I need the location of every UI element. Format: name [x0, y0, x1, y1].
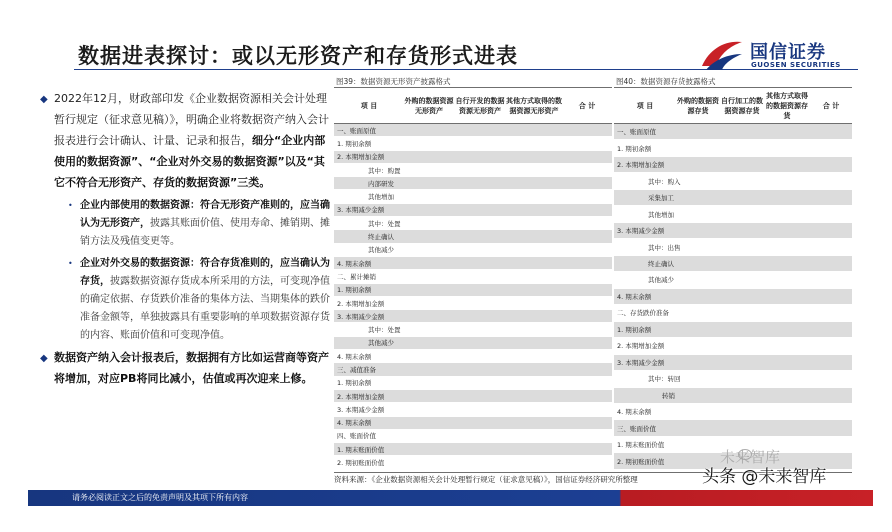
header-col-3: 其他方式取得的数据资源存货	[766, 91, 808, 120]
table-row	[334, 284, 612, 297]
header-col-2: 自行开发的数据资源无形资产	[455, 96, 505, 115]
row-label: 其他减少	[648, 276, 674, 285]
table-row	[334, 230, 612, 243]
table-row	[334, 323, 612, 336]
table-row	[614, 355, 852, 371]
row-label: 2. 本期增加金额	[337, 153, 385, 162]
table-row	[334, 310, 612, 323]
table-row	[334, 244, 612, 257]
row-label: 4. 期末余额	[337, 352, 372, 361]
row-label: 其中：处置	[368, 219, 401, 228]
logo-mark-icon	[700, 36, 744, 72]
row-label: 1. 期初余额	[337, 379, 372, 388]
table-row	[614, 223, 852, 239]
header-col-3: 其他方式取得的数据资源无形资产	[506, 96, 562, 115]
sub-bullet-1-text: 企业内部使用的数据资源：符合无形资产准则的，应当确认为无形资产，披露其账面价值、使用寿命、摊销期、摊销方法及残值变更等。	[80, 200, 330, 247]
row-label: 1. 期末账面价值	[617, 441, 665, 450]
row-label: 3. 本期减少金额	[617, 227, 665, 236]
header-col-2: 自行加工的数据资源存货	[721, 96, 763, 115]
logo-english-name: GUOSEN SECURITIES	[751, 61, 841, 69]
table-row	[614, 305, 852, 321]
table-row	[614, 124, 852, 140]
table-row	[334, 337, 612, 350]
row-label: 3. 本期减少金额	[337, 405, 385, 414]
row-label: 3. 本期减少金额	[337, 206, 385, 215]
header-total: 合 计	[578, 101, 596, 110]
table-caption: 图39：数据资源无形资产披露格式	[334, 76, 612, 88]
logo-chinese-name: 国信证券	[750, 42, 826, 63]
row-label: 其他减少	[368, 339, 394, 348]
dot-bullet-icon: •	[68, 201, 73, 210]
row-label: 终止确认	[648, 259, 674, 268]
row-label: 4. 期末余额	[617, 292, 652, 301]
table-row	[334, 164, 612, 177]
header-item: 项 目	[360, 101, 378, 110]
dot-bullet-icon: •	[68, 259, 73, 268]
table-row	[614, 190, 852, 206]
sub-bullet-2-text: 企业对外交易的数据资源：符合存货准则的，应当确认为存货，披露数据资源存货成本所采用的方法，可变现净值的确定依据、存货跌价准备的集体方法、当期集体的跌价准备金额等，单独披露具有重要影响的单项数据资源存货的内容、账面价值和可变现净值。	[80, 258, 330, 341]
table-row	[334, 124, 612, 137]
row-label: 1. 期初余额	[617, 144, 652, 153]
table-row	[334, 137, 612, 150]
table-row	[334, 390, 612, 403]
row-label: 2. 本期增加金额	[337, 392, 385, 401]
table-row	[334, 190, 612, 203]
table-row	[614, 173, 852, 189]
row-label: 2. 本期增加金额	[617, 342, 665, 351]
row-label: 转销	[662, 391, 675, 400]
row-label: 4. 期末余额	[617, 408, 652, 417]
table-row	[334, 417, 612, 430]
row-label: 1. 期初余额	[337, 286, 372, 295]
table-row	[334, 257, 612, 270]
row-label: 其他增加	[648, 210, 674, 219]
paragraph-2-text: 数据资产纳入会计报表后，数据拥有方比如运营商等资产将增加，对应PB将同比减小，估值或再次迎来上修。	[54, 351, 329, 385]
header-item: 项 目	[636, 101, 654, 110]
page-title: 数据进表探讨：或以无形资产和存货形式进表	[78, 44, 518, 68]
watermark-faint: 未来智库	[720, 448, 781, 466]
row-label: 其他增加	[368, 193, 394, 202]
table-row	[614, 140, 852, 156]
table-row	[334, 217, 612, 230]
sub-bullet-1	[68, 197, 330, 251]
table-row	[334, 443, 612, 456]
table-row	[614, 322, 852, 338]
table-caption: 图40：数据资源存货披露格式	[614, 76, 852, 88]
bullet-paragraph-1	[40, 88, 330, 193]
intangible-asset-table	[334, 76, 612, 470]
row-label: 三、减值准备	[337, 365, 376, 374]
row-label: 三、账面价值	[617, 424, 656, 433]
left-column	[40, 88, 330, 389]
table-row	[614, 289, 852, 305]
table-row	[614, 420, 852, 436]
bullet-paragraph-2	[40, 347, 330, 389]
row-label: 其中：转回	[648, 375, 681, 384]
table-row	[614, 371, 852, 387]
table-row	[614, 206, 852, 222]
table-row	[614, 404, 852, 420]
row-label: 2. 期初账面价值	[337, 459, 385, 468]
table-header	[334, 88, 612, 124]
row-label: 2. 本期增加金额	[617, 161, 665, 170]
row-label: 二、累计摊销	[337, 272, 376, 281]
watermark-text: 头条 @未来智库	[702, 467, 827, 487]
company-logo	[700, 34, 860, 78]
table-row	[334, 270, 612, 283]
row-label: 2. 期初账面价值	[617, 457, 665, 466]
diamond-bullet-icon: ◆	[40, 353, 48, 364]
watermark-eye-icon	[738, 449, 752, 460]
table-header	[614, 88, 852, 124]
header-col-1: 外购的数据资源存货	[677, 96, 719, 115]
table-row	[334, 177, 612, 190]
table-row	[334, 151, 612, 164]
row-label: 一、账面原值	[337, 126, 376, 135]
table-row	[334, 430, 612, 443]
inventory-table	[614, 76, 852, 470]
row-label: 其中：购入	[648, 177, 681, 186]
row-label: 3. 本期减少金额	[337, 312, 385, 321]
row-label: 4. 期末余额	[337, 259, 372, 268]
table-body	[334, 124, 612, 470]
table-row	[614, 256, 852, 272]
table-row	[334, 350, 612, 363]
row-label: 终止确认	[368, 233, 394, 242]
row-label: 其中：购置	[368, 166, 401, 175]
row-label: 1. 期末账面价值	[337, 445, 385, 454]
table-row	[334, 204, 612, 217]
table-row	[614, 388, 852, 404]
table-body	[614, 124, 852, 470]
row-label: 其中：处置	[368, 326, 401, 335]
row-label: 一、账面原值	[617, 128, 656, 137]
row-label: 二、存货跌价准备	[617, 309, 669, 318]
table-row	[334, 297, 612, 310]
header-total: 合 计	[822, 101, 840, 110]
row-label: 其他减少	[368, 246, 394, 255]
row-label: 3. 本期减少金额	[617, 358, 665, 367]
header-col-1: 外购的数据资源无形资产	[404, 96, 454, 115]
paragraph-1-text: 2022年12月，财政部印发《企业数据资源相关会计处理暂行规定（征求意见稿）》，明确企业将数据资产纳入会计报表进行会计确认、计量、记录和报告，细分“企业内部使用的数据资源”、“企业对外交易的数据资源”以及“其它不符合无形资产、存货的数据资源”三类。	[54, 92, 329, 189]
row-label: 内部研发	[368, 179, 394, 188]
sub-bullet-2	[68, 255, 330, 345]
table-row	[614, 239, 852, 255]
table-row	[614, 272, 852, 288]
row-label: 1. 期初余额	[617, 325, 652, 334]
row-label: 2. 本期增加金额	[337, 299, 385, 308]
row-label: 其中：出售	[648, 243, 681, 252]
table-row	[334, 403, 612, 416]
table-row	[614, 157, 852, 173]
row-label: 四、账面价值	[337, 432, 376, 441]
row-label: 4. 期末余额	[337, 419, 372, 428]
table-row	[614, 338, 852, 354]
row-label: 采集加工	[648, 194, 674, 203]
table-row	[334, 363, 612, 376]
source-note: 资料来源：《企业数据资源相关会计处理暂行规定（征求意见稿）》，国信证券经济研究所整理	[334, 475, 638, 484]
table-row	[334, 456, 612, 469]
table-row	[334, 377, 612, 390]
diamond-bullet-icon: ◆	[40, 94, 48, 105]
footer-disclaimer: 请务必阅读正文之后的免责声明及其项下所有内容	[72, 493, 248, 502]
row-label: 1. 期初余额	[337, 139, 372, 148]
